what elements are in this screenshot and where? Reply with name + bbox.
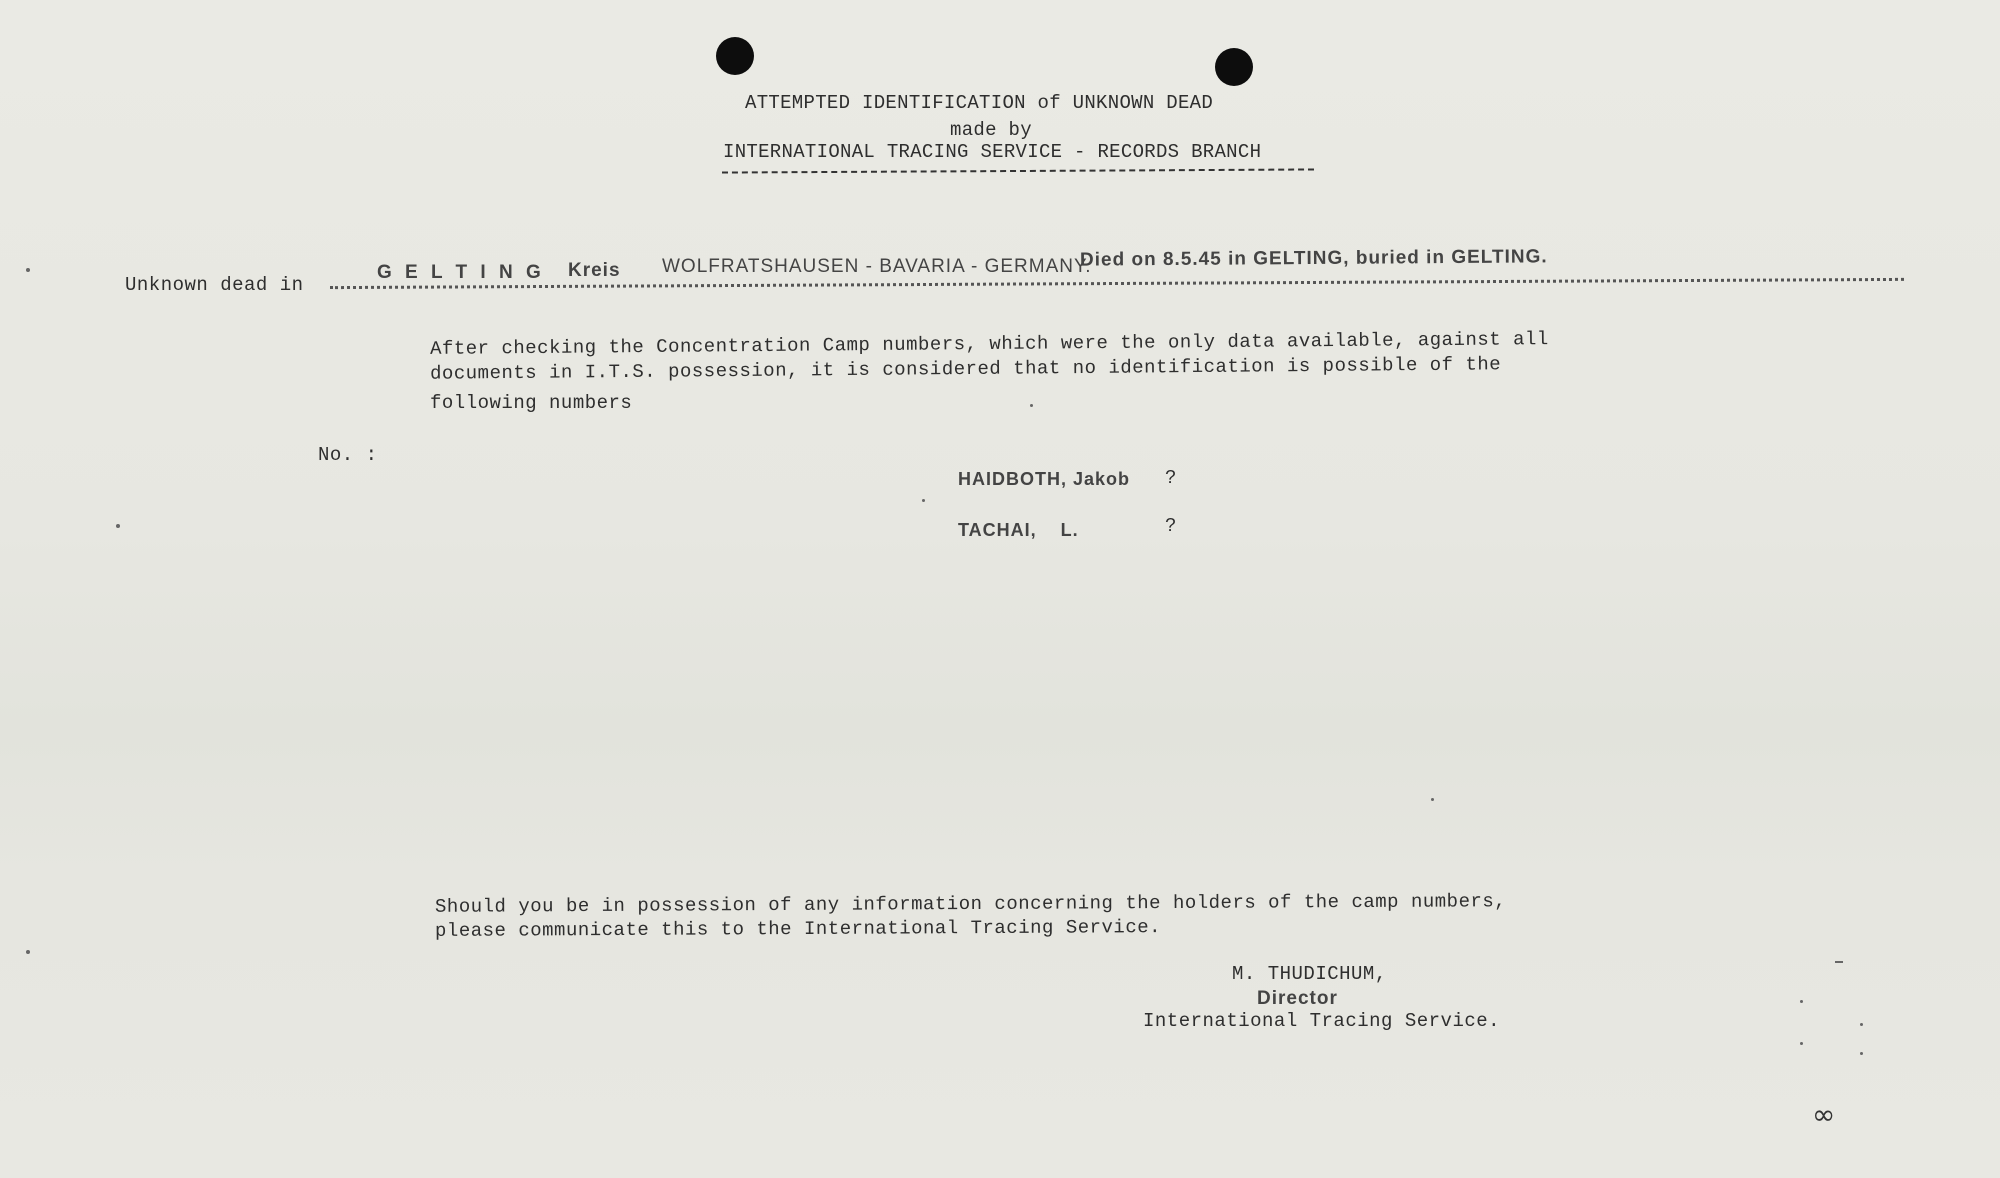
footer-line-1: Should you be in possession of any information concerning the holders of the camp numbers, [434, 890, 1507, 918]
margin-mark [26, 950, 30, 954]
signature-title: Director [1257, 988, 1338, 1009]
numbers-label: No. : [318, 444, 378, 466]
death-info: Died on 8.5.45 in GELTING, buried in GELTING. [1079, 246, 1548, 271]
kreis-label: Kreis [568, 260, 621, 281]
name-entry-1-mark: ? [1165, 467, 1177, 489]
place-name: G E L T I N G [377, 262, 545, 283]
margin-mark [1860, 1052, 1863, 1055]
margin-mark [1800, 1042, 1803, 1045]
footer-line-2: please communicate this to the International Tracing Service. [434, 916, 1162, 942]
location-dotted-line [330, 278, 1904, 289]
header-underline [722, 168, 1314, 173]
signature-organization: International Tracing Service. [1143, 1010, 1501, 1032]
margin-mark [1860, 1023, 1863, 1026]
margin-mark [922, 499, 925, 502]
margin-mark [1030, 404, 1033, 407]
signature-name: M. THUDICHUM, [1232, 963, 1387, 985]
unknown-dead-label: Unknown dead in [125, 274, 304, 296]
body-line-2: documents in I.T.S. possession, it is considered that no identification is possible of the [429, 353, 1502, 385]
margin-mark [26, 268, 30, 272]
punch-hole-right [1215, 48, 1253, 86]
margin-mark [1800, 1000, 1803, 1003]
margin-mark [116, 524, 120, 528]
header-title: ATTEMPTED IDENTIFICATION of UNKNOWN DEAD [745, 92, 1214, 114]
name-entry-2-mark: ? [1165, 515, 1177, 537]
header-organization: INTERNATIONAL TRACING SERVICE - RECORDS BRANCH [723, 141, 1262, 163]
body-line-3: following numbers [430, 392, 633, 414]
body-line-1: After checking the Concentration Camp numbers, which were the only data available, against all [429, 328, 1549, 360]
name-entry-1: HAIDBOTH, Jakob [958, 469, 1131, 489]
margin-mark [1835, 961, 1843, 963]
corner-infinity-mark: ∞ [1812, 1098, 1836, 1131]
margin-mark [1431, 798, 1434, 801]
region-name: WOLFRATSHAUSEN - BAVARIA - GERMANY. [662, 256, 1092, 277]
punch-hole-left [716, 37, 754, 75]
header-made-by: made by [950, 119, 1032, 141]
name-entry-2: TACHAI, L. [958, 520, 1079, 540]
